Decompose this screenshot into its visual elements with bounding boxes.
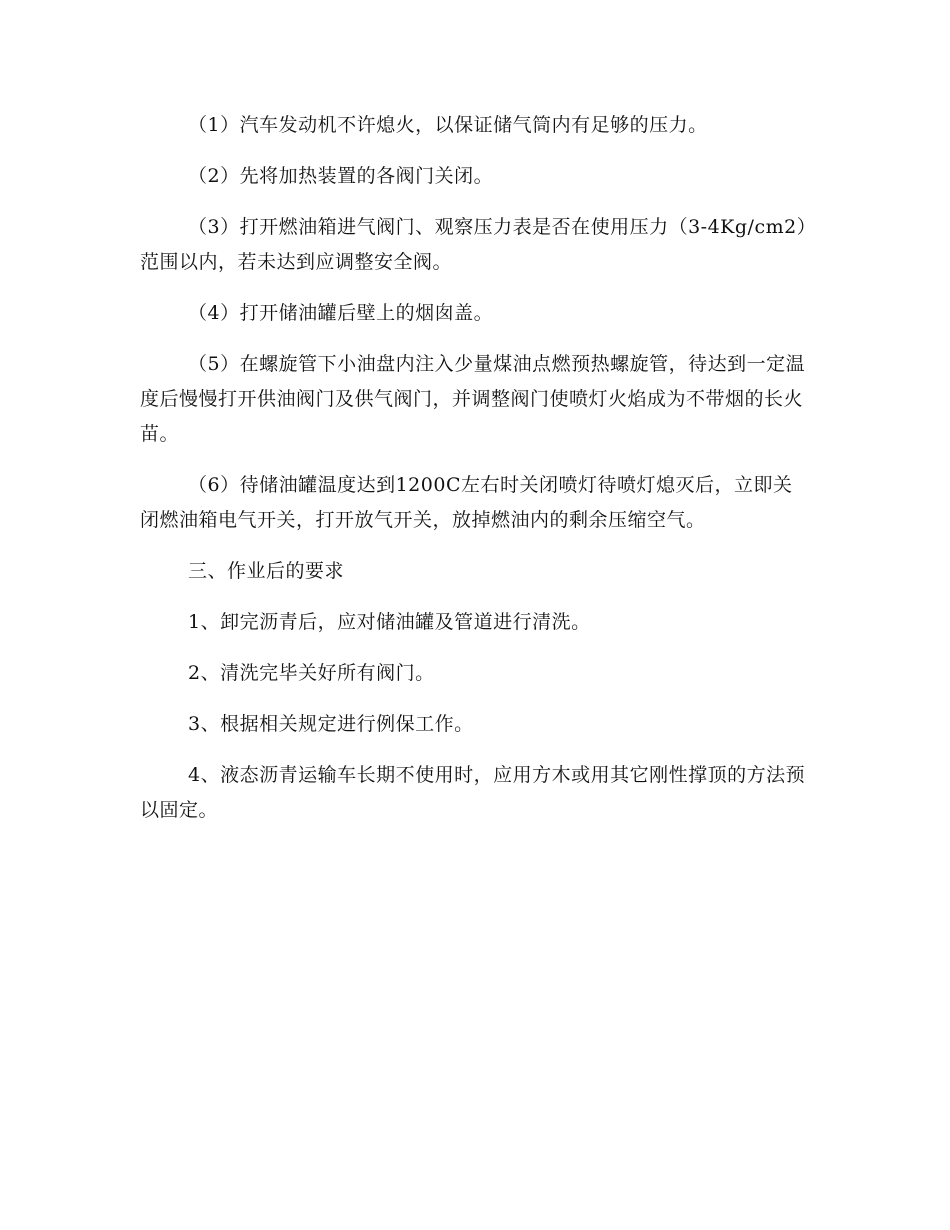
paragraph-step-6: （6）待储油罐温度达到1200C左右时关闭喷灯待喷灯熄灭后，立即关闭燃油箱电气开关，打开放气开关，放掉燃油内的剩余压缩空气。 [140,474,793,531]
paragraph-step-4: （4）打开储油罐后壁上的烟囱盖。 [188,302,494,324]
document-body [140,108,810,844]
paragraph-requirement-4: 4、液态沥青运输车长期不使用时，应用方木或用其它刚性撑顶的方法预以固定。 [140,764,806,821]
paragraph-step-1: （1）汽车发动机不许熄火，以保证储气筒内有足够的压力。 [188,114,708,136]
paragraph-step-5: （5）在螺旋管下小油盘内注入少量煤油点燃预热螺旋管，待达到一定温度后慢慢打开供油阀门及供气阀门，并调整阀门使喷灯火焰成为不带烟的长火苗。 [140,353,806,445]
section-heading-after-work: 三、作业后的要求 [188,560,345,582]
paragraph-step-2: （2）先将加热装置的各阀门关闭。 [188,165,494,187]
paragraph-requirement-1: 1、卸完沥青后，应对储油罐及管道进行清洗。 [188,611,591,633]
paragraph-requirement-2: 2、清洗完毕关好所有阀门。 [188,662,435,684]
paragraph-step-3: （3）打开燃油箱进气阀门、观察压力表是否在使用压力（3-4Kg/cm2）范围以内，若未达到应调整安全阀。 [140,216,807,273]
paragraph-requirement-3: 3、根据相关规定进行例保工作。 [188,713,474,735]
